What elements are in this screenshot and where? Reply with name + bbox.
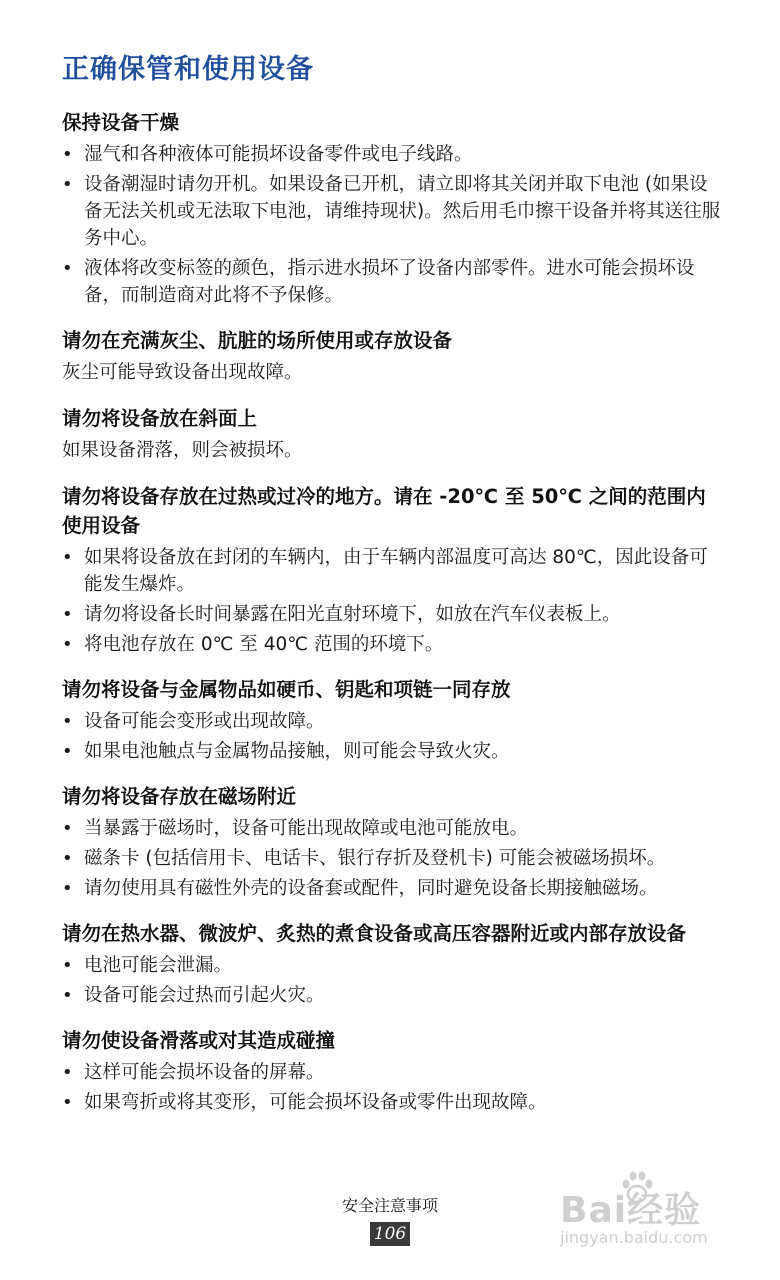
list-item-text: 液体将改变标签的颜色，指示进水损坏了设备内部零件。进水可能会损坏设备，而制造商对此将不予保修。 [84, 258, 695, 306]
bullet-icon: • [62, 258, 73, 279]
bullet-icon: • [62, 985, 73, 1006]
section [62, 782, 722, 902]
bullet-icon: • [62, 144, 73, 165]
section [62, 404, 722, 465]
list-item-text: 设备可能会变形或出现故障。 [84, 711, 325, 732]
section [62, 482, 722, 658]
section-heading: 请勿使设备滑落或对其造成碰撞 [62, 1029, 336, 1052]
footer-label: 安全注意事项 [341, 1196, 438, 1215]
bullet-icon: • [62, 1062, 73, 1083]
bullet-list [62, 708, 722, 765]
list-item [62, 1059, 722, 1086]
section-heading: 保持设备干燥 [62, 111, 180, 134]
list-item [62, 1089, 722, 1116]
watermark-brand: Bai经验 [560, 1190, 702, 1231]
section-text: 灰尘可能导致设备出现故障。 [62, 362, 303, 383]
section-heading: 请勿在充满灰尘、肮脏的场所使用或存放设备 [62, 329, 453, 352]
section [62, 675, 722, 765]
list-item-text: 如果电池触点与金属物品接触，则可能会导致火灾。 [84, 741, 510, 762]
section [62, 1026, 722, 1116]
bullet-icon: • [62, 1092, 73, 1113]
list-item [62, 631, 722, 658]
watermark-url: jingyan.baidu.com [560, 1228, 708, 1247]
list-item [62, 255, 722, 309]
page-number: 106 [370, 1222, 410, 1246]
list-item [62, 738, 722, 765]
list-item [62, 171, 722, 252]
bullet-list [62, 544, 722, 658]
section-heading: 请勿将设备存放在磁场附近 [62, 785, 297, 808]
bullet-icon: • [62, 878, 73, 899]
list-item-text: 设备可能会过热而引起火灾。 [84, 985, 325, 1006]
list-item-text: 电池可能会泄漏。 [84, 955, 233, 976]
list-item-text: 请勿使用具有磁性外壳的设备套或配件，同时避免设备长期接触磁场。 [84, 878, 658, 899]
list-item-text: 如果将设备放在封闭的车辆内，由于车辆内部温度可高达 80℃，因此设备可能发生爆炸。 [84, 547, 708, 595]
bullet-icon: • [62, 955, 73, 976]
section-heading: 请勿将设备放在斜面上 [62, 407, 258, 430]
list-item-text: 当暴露于磁场时，设备可能出现故障或电池可能放电。 [84, 818, 529, 839]
bullet-icon: • [62, 741, 73, 762]
list-item-text: 如果弯折或将其变形，可能会损坏设备或零件出现故障。 [84, 1092, 547, 1113]
list-item-text: 湿气和各种液体可能损坏设备零件或电子线路。 [84, 144, 473, 165]
bullet-icon: • [62, 634, 73, 655]
list-item-text: 这样可能会损坏设备的屏幕。 [84, 1062, 325, 1083]
list-item-text: 请勿将设备长时间暴露在阳光直射环境下，如放在汽车仪表板上。 [84, 604, 621, 625]
bullet-list [62, 952, 722, 1009]
bullet-list [62, 815, 722, 902]
section [62, 108, 722, 309]
list-item [62, 845, 722, 872]
page-title: 正确保管和使用设备 [62, 54, 314, 85]
bullet-icon: • [62, 547, 73, 568]
list-item [62, 952, 722, 979]
document-page [62, 50, 722, 1133]
section [62, 919, 722, 1009]
list-item [62, 544, 722, 598]
bullet-icon: • [62, 604, 73, 625]
section-heading: 请勿将设备存放在过热或过冷的地方。请在 -20℃ 至 50℃ 之间的范围内使用设备 [62, 485, 706, 537]
list-item [62, 601, 722, 628]
baidu-watermark [560, 1168, 760, 1258]
bullet-icon: • [62, 818, 73, 839]
section-text: 如果设备滑落，则会被损坏。 [62, 440, 303, 461]
sections-container [62, 108, 722, 1116]
bullet-icon: • [62, 848, 73, 869]
section-heading: 请勿将设备与金属物品如硬币、钥匙和项链一同存放 [62, 678, 511, 701]
list-item-text: 将电池存放在 0℃ 至 40℃ 范围的环境下。 [84, 634, 444, 655]
list-item-text: 设备潮湿时请勿开机。如果设备已开机，请立即将其关闭并取下电池 (如果设备无法关机或无法取下电池，请维持现状)。然后用毛巾擦干设备并将其送往服务中心。 [84, 174, 721, 249]
list-item [62, 141, 722, 168]
section-heading: 请勿在热水器、微波炉、炙热的煮食设备或高压容器附近或内部存放设备 [62, 922, 687, 945]
list-item [62, 982, 722, 1009]
bullet-icon: • [62, 711, 73, 732]
list-item [62, 708, 722, 735]
section [62, 326, 722, 387]
bullet-icon: • [62, 174, 73, 195]
list-item [62, 875, 722, 902]
list-item [62, 815, 722, 842]
list-item-text: 磁条卡 (包括信用卡、电话卡、银行存折及登机卡) 可能会被磁场损坏。 [84, 848, 666, 869]
bullet-list [62, 141, 722, 309]
bullet-list [62, 1059, 722, 1116]
